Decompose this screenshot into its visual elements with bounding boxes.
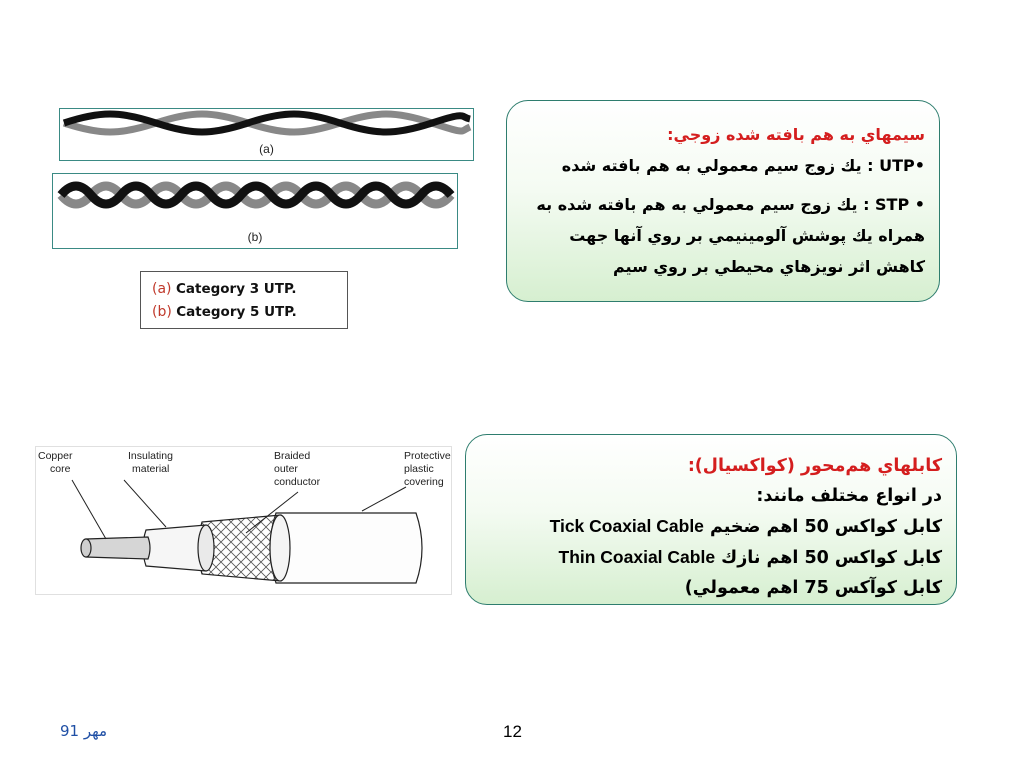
figure-caption-box (140, 271, 348, 329)
figure-a-label: (a) (259, 142, 274, 156)
caption-b-text: Category 5 UTP. (176, 304, 297, 320)
caption-line-b (152, 301, 347, 324)
caption-a-text: Category 3 UTP. (175, 281, 297, 297)
label-copper: Copper (38, 450, 73, 462)
label-material: material (132, 463, 170, 475)
label-conductor: conductor (274, 476, 321, 488)
footer-date: مهر 91 (60, 722, 108, 740)
label-protective: Protective (404, 450, 451, 462)
figure-category-5-utp (52, 173, 458, 249)
figure-category-3-utp (59, 108, 474, 161)
label-covering: covering (404, 476, 444, 488)
twisted-pair-heading: سيمهاي به هم بافته شده زوجي: (667, 125, 925, 144)
label-plastic: plastic (404, 463, 434, 475)
coaxial-item-thick-prefix: كابل كواكس 50 اهم ضخيم (710, 517, 942, 537)
caption-b-label: (b) (152, 304, 172, 320)
coaxial-cable-image (36, 447, 451, 594)
utp-bullet: •UTP : يك زوج سيم معمولي به هم بافته شده (561, 156, 925, 175)
label-braided: Braided (274, 450, 311, 462)
caption-line-a (152, 278, 347, 301)
coaxial-item-thin (476, 542, 942, 573)
figure-b-label: (b) (247, 230, 263, 244)
coaxial-cable-diagram (35, 446, 452, 595)
coaxial-item-thin-prefix: كابل كواكس 50 اهم نازك (721, 548, 942, 568)
coaxial-item-75-prefix: كابل كوآكس 75 اهم معمولي) (684, 578, 942, 598)
page-number: 12 (503, 722, 522, 741)
coaxial-item-thin-english: Thin Coaxial Cable (558, 547, 716, 567)
coaxial-item-75 (476, 573, 942, 603)
coaxial-item-thick-english: Tick Coaxial Cable (549, 516, 704, 536)
twisted-pair-panel (506, 100, 940, 302)
coaxial-heading: كابلهاي هم‌محور (كواكسيال): (687, 456, 942, 476)
coaxial-item-thick (476, 511, 942, 542)
label-outer: outer (274, 463, 298, 475)
label-core: core (50, 463, 71, 475)
label-insulating: Insulating (128, 450, 173, 462)
stp-bullet: • STP : يك زوج سيم معمولي به هم بافته شده به همراه يك پوشش آلومينيمي بر روي آنها جهت كاهش اثر نويزهاي محيطي بر روي سيم (536, 195, 925, 276)
coaxial-panel (465, 434, 957, 605)
coaxial-intro: در انواع مختلف مانند: (756, 486, 942, 506)
caption-a-label: (a) (152, 281, 172, 297)
